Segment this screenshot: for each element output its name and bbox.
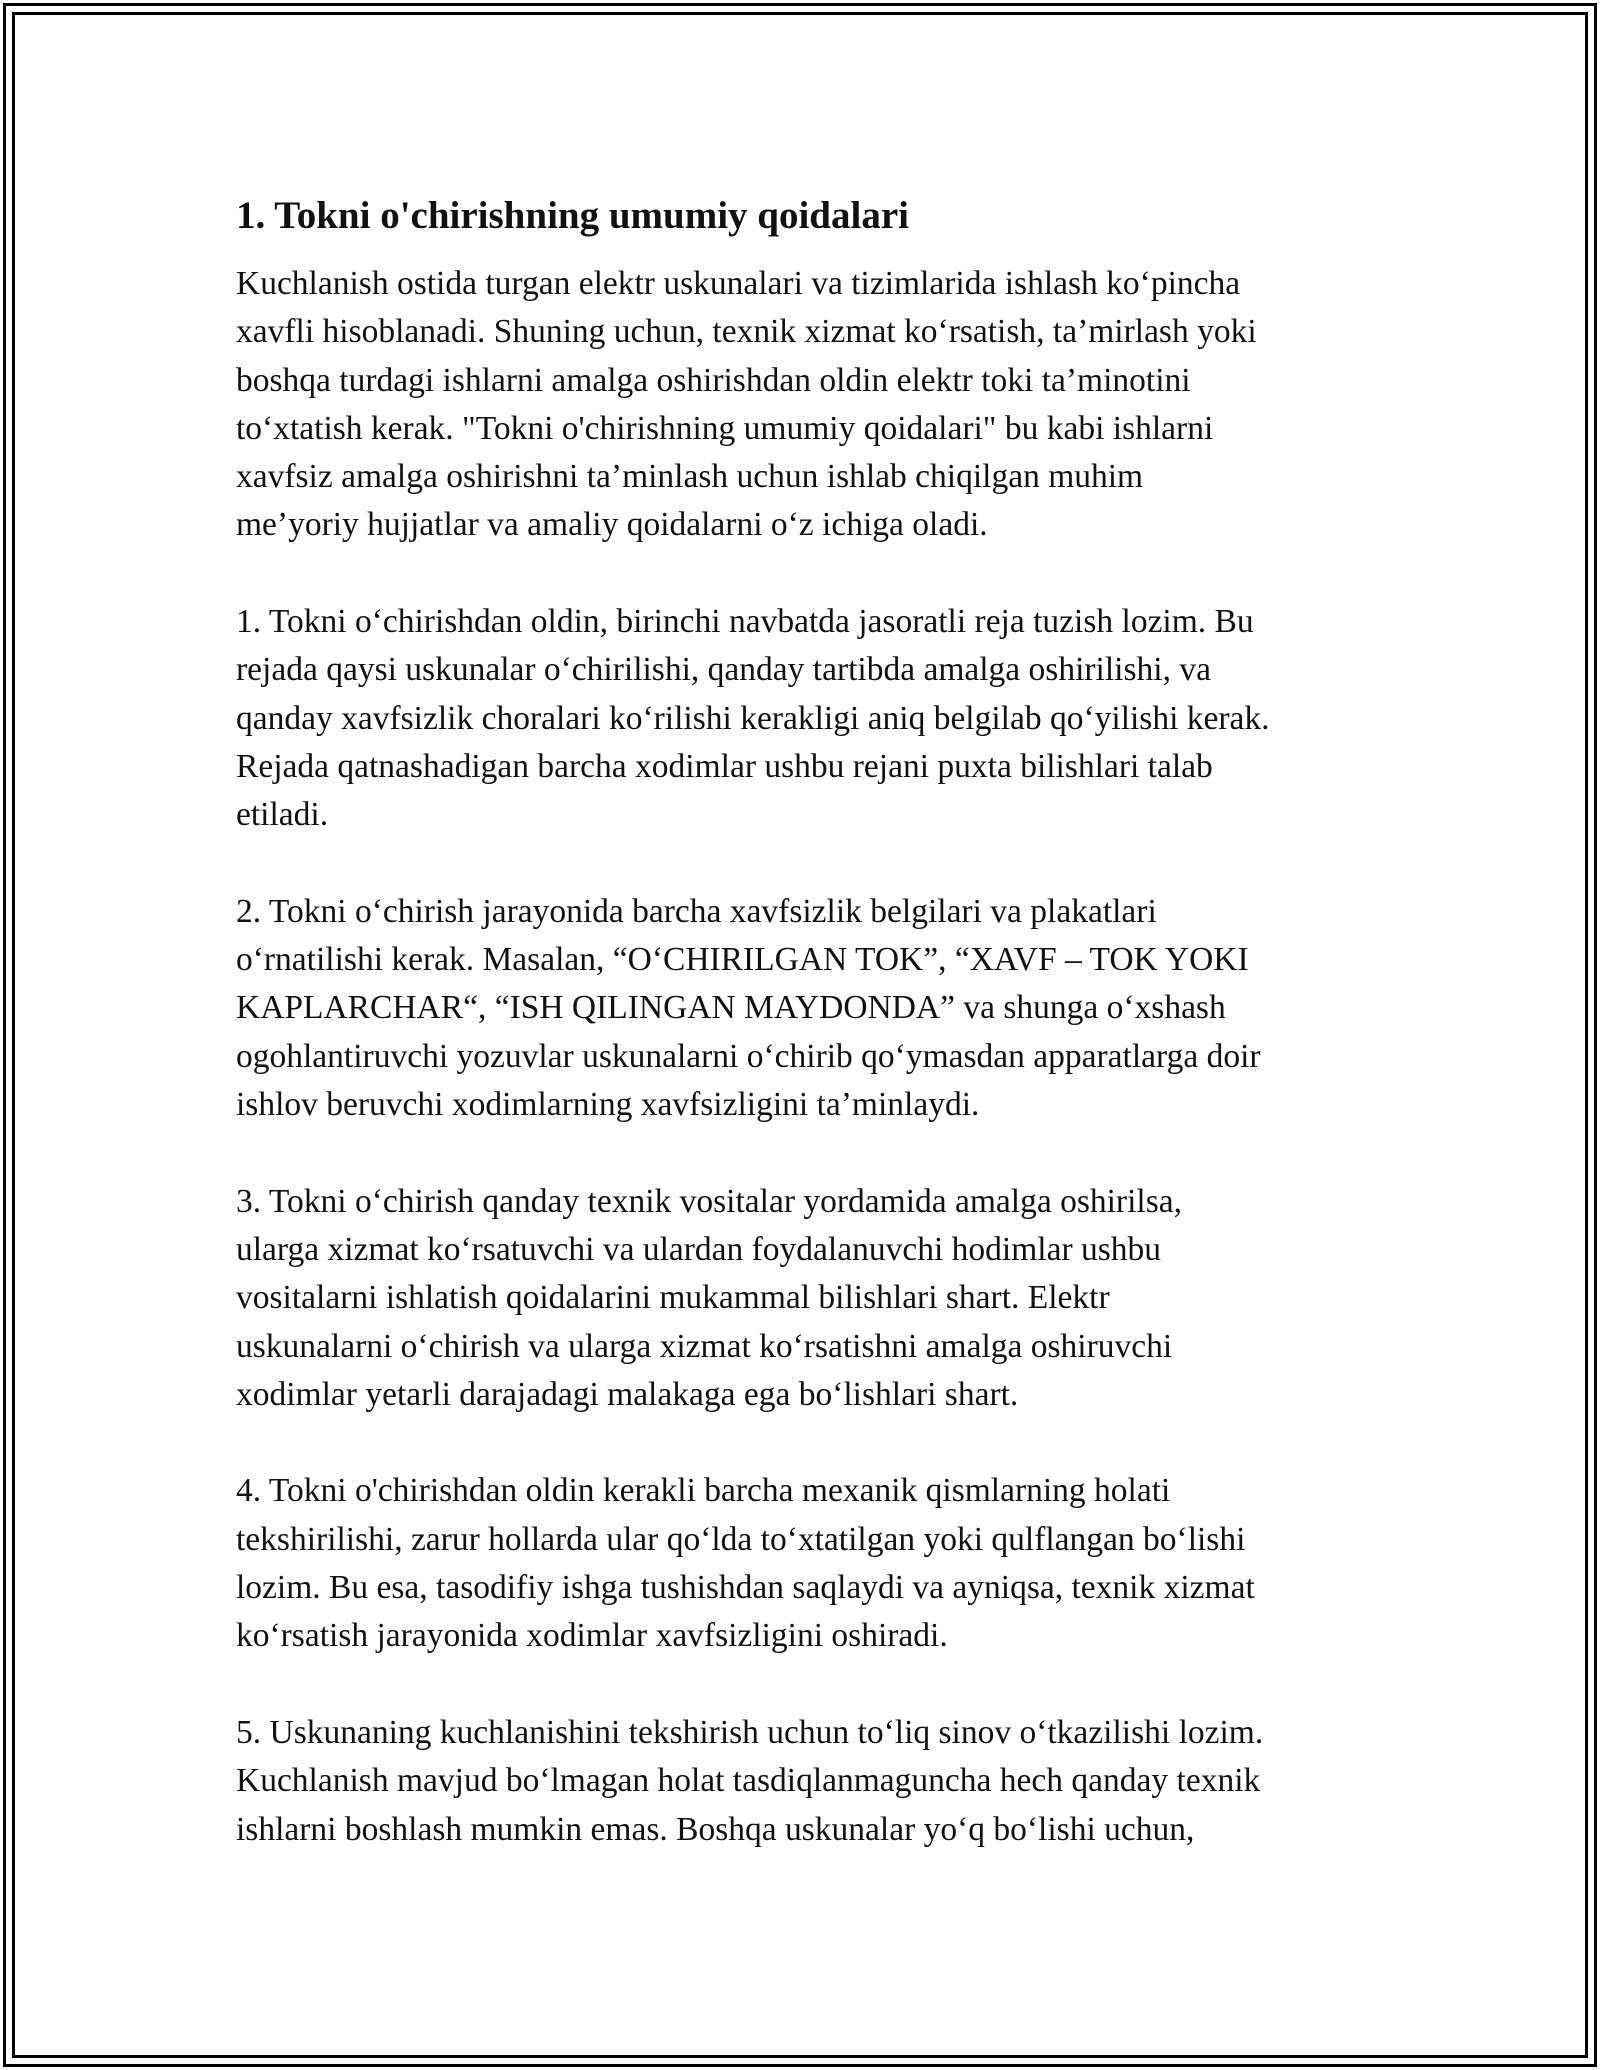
- paragraph-line: ishlov beruvchi xodimlarning xavfsizligini ta’minlaydi.: [236, 1086, 980, 1124]
- paragraph-line: ogohlantiruvchi yozuvlar uskunalarni o‘chirib qo‘ymasdan apparatlarga doir: [236, 1037, 1261, 1075]
- paragraph-line: rejada qaysi uskunalar o‘chirilishi, qanday tartibda amalga oshirilishi, va: [236, 651, 1211, 689]
- paragraph: [236, 260, 1376, 550]
- paragraph: [236, 598, 1376, 839]
- paragraph-line: o‘rnatilishi kerak. Masalan, “O‘CHIRILGAN TOK”, “XAVF – TOK YOKI: [236, 941, 1249, 979]
- paragraph-line: xavfli hisoblanadi. Shuning uchun, texnik xizmat ko‘rsatish, ta’mirlash yoki: [236, 313, 1257, 351]
- paragraph-line: vositalarni ishlatish qoidalarini mukammal bilishlari shart. Elektr: [236, 1279, 1110, 1317]
- paragraph-line: ishlarni boshlash mumkin emas. Boshqa uskunalar yo‘q bo‘lishi uchun,: [236, 1810, 1195, 1848]
- paragraph: [236, 1709, 1376, 1854]
- document-body: [236, 188, 1376, 1902]
- paragraph-line: ularga xizmat ko‘rsatuvchi va ulardan foydalanuvchi hodimlar ushbu: [236, 1230, 1162, 1268]
- paragraph-line: boshqa turdagi ishlarni amalga oshirishdan oldin elektr toki ta’minotini: [236, 361, 1191, 399]
- paragraph-line: tekshirilishi, zarur hollarda ular qo‘lda to‘xtatilgan yoki qulflangan bo‘lishi: [236, 1520, 1246, 1558]
- paragraph-line: KAPLARCHAR“, “ISH QILINGAN MAYDONDA” va shunga o‘xshash: [236, 989, 1226, 1027]
- paragraph-line: Kuchlanish ostida turgan elektr uskunalari va tizimlarida ishlash ko‘pincha: [236, 265, 1241, 302]
- paragraph: [236, 1178, 1376, 1419]
- paragraph-line: me’yoriy hujjatlar va amaliy qoidalarni o‘z ichiga oladi.: [236, 506, 988, 544]
- paragraph-list: [236, 260, 1376, 1854]
- paragraph-line: lozim. Bu esa, tasodifiy ishga tushishdan saqlaydi va ayniqsa, texnik xizmat: [236, 1569, 1255, 1607]
- paragraph-line: 5. Uskunaning kuchlanishini tekshirish uchun to‘liq sinov o‘tkazilishi lozim.: [236, 1713, 1264, 1751]
- paragraph: [236, 888, 1376, 1129]
- paragraph-line: xavfsiz amalga oshirishni ta’minlash uchun ishlab chiqilgan muhim: [236, 458, 1144, 496]
- paragraph: [236, 1467, 1376, 1660]
- document-heading: 1. Tokni o'chirishning umumiy qoidalari: [236, 194, 909, 237]
- paragraph-line: Kuchlanish mavjud bo‘lmagan holat tasdiqlanmaguncha hech qanday texnik: [236, 1762, 1261, 1800]
- paragraph-line: 2. Tokni o‘chirish jarayonida barcha xavfsizlik belgilari va plakatlari: [236, 892, 1157, 930]
- paragraph-line: Rejada qatnashadigan barcha xodimlar ushbu rejani puxta bilishlari talab: [236, 747, 1213, 785]
- paragraph-line: qanday xavfsizlik choralari ko‘rilishi kerakligi aniq belgilab qo‘yilishi kerak.: [236, 699, 1270, 737]
- paragraph-line: 3. Tokni o‘chirish qanday texnik vositalar yordamida amalga oshirilsa,: [236, 1182, 1182, 1220]
- paragraph-line: 4. Tokni o'chirishdan oldin kerakli barcha mexanik qismlarning holati: [236, 1472, 1171, 1510]
- paragraph-line: xodimlar yetarli darajadagi malakaga ega bo‘lishlari shart.: [236, 1375, 1019, 1413]
- paragraph-line: ko‘rsatish jarayonida xodimlar xavfsizligini oshiradi.: [236, 1617, 948, 1655]
- paragraph-line: etiladi.: [236, 796, 329, 834]
- paragraph-line: uskunalarni o‘chirish va ularga xizmat ko‘rsatishni amalga oshiruvchi: [236, 1327, 1173, 1365]
- paragraph-line: 1. Tokni o‘chirishdan oldin, birinchi navbatda jasoratli reja tuzish lozim. Bu: [236, 603, 1254, 641]
- paragraph-line: to‘xtatish kerak. "Tokni o'chirishning umumiy qoidalari" bu kabi ishlarni: [236, 409, 1214, 447]
